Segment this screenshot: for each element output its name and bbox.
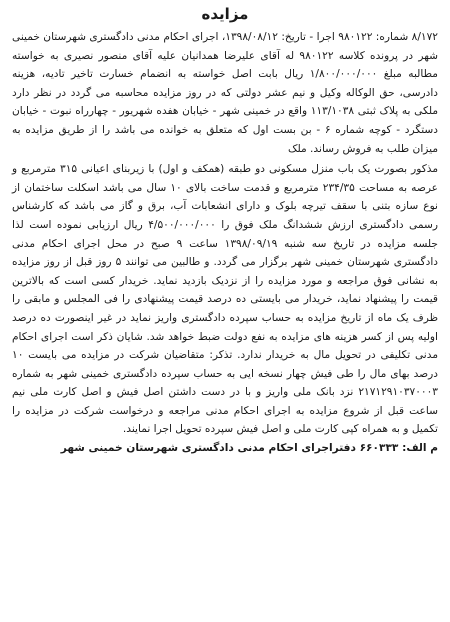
notice-footer: م الف: ۶۶۰۳۳۳ دفتراجرای احکام مدنی دادگستری شهرستان خمینی شهر: [60, 442, 438, 455]
notice-paragraph-1: ۸/۱۷۲ شماره: ۹۸۰۱۲۲ اجرا - تاریخ: ۱۳۹۸/۰۸/۱۲، اجرای احکام مدنی دادگستری شهرستان خمینی شهر در پرونده کلاسه ۹۸۰۱۲۲ له آقای علیرضا همدانیان علیه آقای منصور نصیری به خواسته مطالبه مبلغ ۱/۸۰۰/۰۰۰/۰۰۰ ریال بابت اصل خواسته به انضمام خسارت تاخیر تادیه، هزینه دادرسی، حق الوکاله وکیل و نیم عشر دولتی که در روز مزایده محاسبه می گردد در نظر دارد ملکی به پلاک ثبتی ۱۱۳/۱۰۳۸ واقع در خمینی شهر - خیابان هفده شهریور - چهارراه نبوت - خیابان دستگرد - کوچه شماره ۶ - بن بست اول که متعلق به خوانده می باشد را از طریق مزایده به میزان طلب به فروش رساند. ملک: [12, 31, 438, 155]
notice-paragraph-2: مذکور بصورت یک باب منزل مسکونی دو طبقه (همکف و اول) با زیربنای اعیانی ۳۱۵ مترمربع و عرصه به مساحت ۲۳۴/۳۵ مترمربع و قدمت ساخت بالای ۱۰ سال می باشد اسکلت ساختمان از نوع سازه بتنی با سقف تیرچه بلوک و دارای انشعابات آب، برق و گاز می باشد که کارشناس رسمی دادگستری ارزش ششدانگ ملک فوق را ۴/۵۰۰/۰۰۰/۰۰۰ ریال ارزیابی نموده است لذا جلسه مزایده در تاریخ سه شنبه ۱۳۹۸/۰۹/۱۹ ساعت ۹ صبح در محل اجرای احکام مدنی دادگستری شهرستان خمینی شهر برگزار می گردد. و طالبین می توانند ۵ روز قبل از روز مزایده به نشانی فوق مراجعه و مورد مزایده را از نزدیک بازدید نماید. خریدار کسی است که بالاترین قیمت را پیشنهاد نماید، خریدار می بایستی ده درصد قیمت پیشنهادی را فی المجلس و مابقی را ظرف یک ماه از تاریخ مزایده به حساب سپرده دادگستری واریز نماید در غیر اینصورت ده درصد اولیه پس از کسر هزینه های مزایده به نفع دولت ضبط خواهد شد. شایان ذکر است اجرای احکام مدنی تکلیفی در تحویل مال به خریدار ندارد. تذکر: متقاضیان شرکت در مزایده می بایست ۱۰ درصد بهای مال را طی فیش چهار نسخه ایی به حساب سپرده دادگستری خمینی شهر به شماره ۲۱۷۱۲۹۱۰۳۷۰۰۰۳ نزد بانک ملی واریز و با در دست داشتن اصل فیش و اصل کارت ملی نیم ساعت قبل از شروع مزایده به اجرای احکام مدنی مراجعه و درخواست شرکت در مزایده را تکمیل و به همراه کپی کارت ملی و اصل فیش سپرده تحویل اجرا نمایند.: [12, 163, 438, 436]
notice-title: مزایده: [201, 5, 249, 23]
